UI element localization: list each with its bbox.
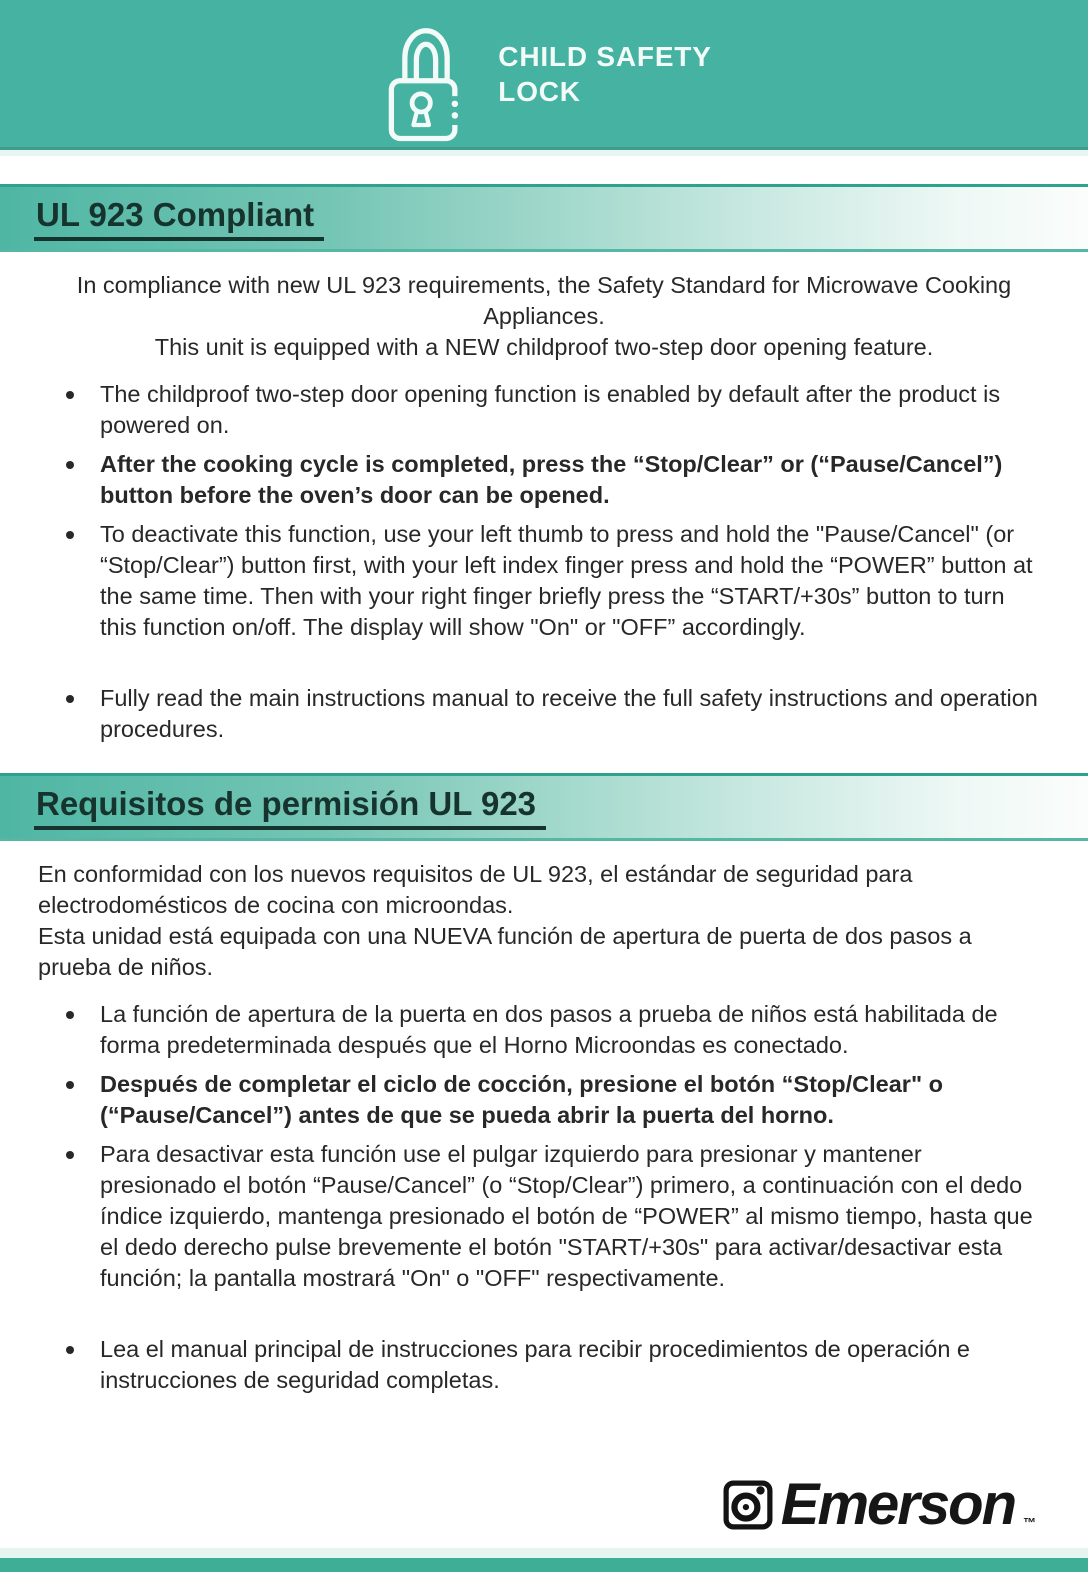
spanish-intro-1: En conformidad con los nuevos requisitos de UL 923, el estándar de seguridad para electrodomésticos de cocina con microondas. <box>38 861 913 918</box>
english-heading-band <box>0 184 1088 252</box>
header-title-line1: CHILD SAFETY <box>498 40 712 72</box>
spanish-section-heading: Requisitos de permisión UL 923 <box>34 785 546 830</box>
english-bullet-list <box>62 379 1044 745</box>
emerson-logo-icon <box>723 1480 773 1530</box>
page-header <box>0 0 1088 150</box>
bullet-item: To deactivate this function, use your left thumb to press and hold the "Pause/Cancel" (or “Stop/Clear”) button first, with your left index finger press and hold the “POWER” button at the same time. Then with your right finger briefly press the “START/+30s” button to turn this function on/off. The display will show "On" or "OFF” accordingly. <box>62 519 1044 643</box>
emerson-logo <box>723 1472 1036 1537</box>
header-divider <box>0 150 1088 156</box>
footer-bar <box>0 1558 1088 1572</box>
trademark-symbol: ™ <box>1023 1515 1036 1530</box>
header-title <box>498 39 711 109</box>
footer-light-strip <box>0 1548 1088 1558</box>
english-intro-2: This unit is equipped with a NEW childproof two-step door opening feature. <box>154 334 934 360</box>
bullet-item: Después de completar el ciclo de cocción, presione el botón “Stop/Clear" o (“Pause/Cancel”) antes de que se pueda abrir la puerta del horno. <box>62 1069 1044 1131</box>
spanish-intro-2: Esta unidad está equipada con una NUEVA función de apertura de puerta de dos pasos a prueba de niños. <box>38 923 972 980</box>
english-section-heading: UL 923 Compliant <box>34 196 324 241</box>
section-spanish <box>0 773 1088 1396</box>
english-intro-1: In compliance with new UL 923 requirements, the Safety Standard for Microwave Cooking Appliances. <box>76 272 1012 329</box>
bullet-item: Lea el manual principal de instrucciones para recibir procedimientos de operación e instrucciones de seguridad completas. <box>62 1334 1044 1396</box>
bullet-item: La función de apertura de la puerta en dos pasos a prueba de niños está habilitada de forma predeterminada después que el Horno Microondas es conectado. <box>62 999 1044 1061</box>
section-english <box>0 184 1088 745</box>
header-title-line2: LOCK <box>498 75 581 107</box>
spanish-bullet-list <box>62 999 1044 1396</box>
bullet-item: After the cooking cycle is completed, press the “Stop/Clear” or (“Pause/Cancel”) button before the oven’s door can be opened. <box>62 449 1044 511</box>
emerson-wordmark: Emerson <box>780 1472 1015 1537</box>
bullet-item: The childproof two-step door opening function is enabled by default after the product is powered on. <box>62 379 1044 441</box>
bullet-item: Para desactivar esta función use el pulgar izquierdo para presionar y mantener presionado el botón “Pause/Cancel” (o “Stop/Clear”) primero, a continuación con el dedo índice izquierdo, mantenga presionado el botón de “POWER” al mismo tiempo, hasta que el dedo derecho pulse brevemente el botón "START/+30s" para activar/desactivar esta función; la pantalla mostrará "On" o "OFF" respectivamente. <box>62 1139 1044 1294</box>
spanish-heading-band <box>0 773 1088 841</box>
bullet-item: Fully read the main instructions manual to receive the full safety instructions and operation procedures. <box>62 683 1044 745</box>
padlock-icon <box>376 7 476 143</box>
